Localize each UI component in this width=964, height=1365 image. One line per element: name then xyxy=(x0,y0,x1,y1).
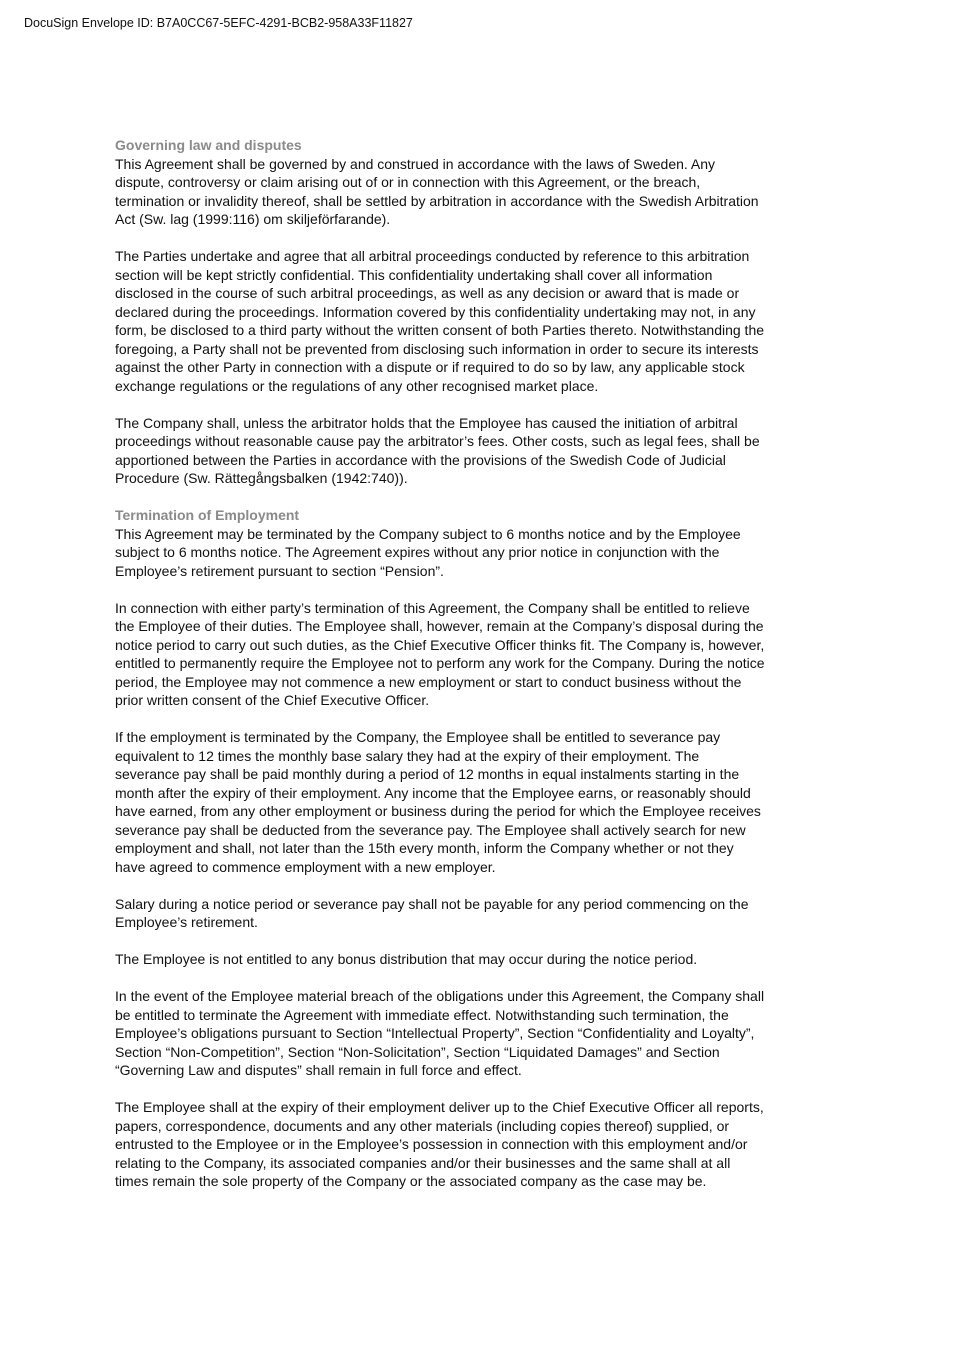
paragraph: In connection with either party’s termination of this Agreement, the Company shall be entitled to relieve the Employee of their duties. The Employee shall, however, remain at the Company’s disposal during the notice period to carry out such duties, as the Chief Executive Officer thinks fit. The Company is, however, entitled to permanently require the Employee not to perform any work for the Company. During the notice period, the Employee may not commence a new employment or start to conduct business without the prior written consent of the Chief Executive Officer. xyxy=(115,599,765,708)
paragraph: This Agreement may be terminated by the Company subject to 6 months notice and by the Employee subject to 6 months notice. The Agreement expires without any prior notice in conjunction with the Employee’s retirement pursuant to section “Pension”. xyxy=(115,525,741,579)
paragraph: The Company shall, unless the arbitrator holds that the Employee has caused the initiation of arbitral proceedings without reasonable cause pay the arbitrator’s fees. Other costs, such as legal fees, shall be apportioned between the Parties in accordance with the provisions of the Swedish Code of Judicial Procedure (Sw. Rättegångsbalken (1942:740)). xyxy=(115,414,760,486)
paragraph: This Agreement shall be governed by and construed in accordance with the laws of Sweden. Any dispute, controversy or claim arising out of or in connection with this Agreement, or the breach, termination or invalidity thereof, shall be settled by arbitration in accordance with the Swedish Arbitration Act (Sw. lag (1999:116) om skiljeförfarande). xyxy=(115,155,759,227)
section-governing-law xyxy=(115,136,765,488)
section-termination xyxy=(115,506,765,1191)
section-heading: Termination of Employment xyxy=(115,507,300,523)
section-heading: Governing law and disputes xyxy=(115,137,302,153)
paragraph: The Employee is not entitled to any bonus distribution that may occur during the notice period. xyxy=(115,951,698,967)
paragraph: If the employment is terminated by the Company, the Employee shall be entitled to severance pay equivalent to 12 times the monthly base salary they had at the expiry of their employment. The severance pay shall be paid monthly during a period of 12 months in equal instalments starting in the month after the expiry of their employment. Any income that the Employee earns, or reasonably should have earned, from any other employment or business during the period for which the Employee receives severance pay shall be deducted from the severance pay. The Employee shall actively search for new employment and shall, not later than the 15th every month, inform the Company whether or not they have agreed to commence employment with a new employer. xyxy=(115,729,761,875)
paragraph: The Employee shall at the expiry of their employment deliver up to the Chief Executive Officer all reports, papers, correspondence, documents and any other materials (including copies thereof) supplied, or entrusted to the Employee or in the Employee’s possession in connection with this employment and/or relating to the Company, its associated companies and/or their businesses and the same shall at all times remain the sole property of the Company or the associated company as the case may be. xyxy=(115,1099,764,1189)
envelope-id: DocuSign Envelope ID: B7A0CC67-5EFC-4291-BCB2-958A33F11827 xyxy=(24,16,413,30)
paragraph: Salary during a notice period or severance pay shall not be payable for any period commencing on the Employee’s retirement. xyxy=(115,895,749,930)
paragraph: The Parties undertake and agree that all arbitral proceedings conducted by reference to this arbitration section will be kept strictly confidential. This confidentiality undertaking shall cover all information disclosed in the course of such arbitral proceedings, as well as any decision or award that is made or declared during the proceedings. Information covered by this confidentiality undertaking may not, in any form, be disclosed to a third party without the written consent of both Parties thereto. Notwithstanding the foregoing, a Party shall not be prevented from disclosing such information in order to secure its interests against the other Party in connection with a dispute or if required to do so by law, any applicable stock exchange regulations or the regulations of any other recognised market place. xyxy=(115,248,765,394)
paragraph: In the event of the Employee material breach of the obligations under this Agreement, the Company shall be entitled to terminate the Agreement with immediate effect. Notwithstanding such termination, the Employee’s obligations pursuant to Section “Intellectual Property”, Section “Confidentiality and Loyalty”, Section “Non-Competition”, Section “Non-Solicitation”, Section “Liquidated Damages” and Section “Governing Law and disputes” shall remain in full force and effect. xyxy=(115,988,765,1078)
document-body xyxy=(115,136,765,1209)
